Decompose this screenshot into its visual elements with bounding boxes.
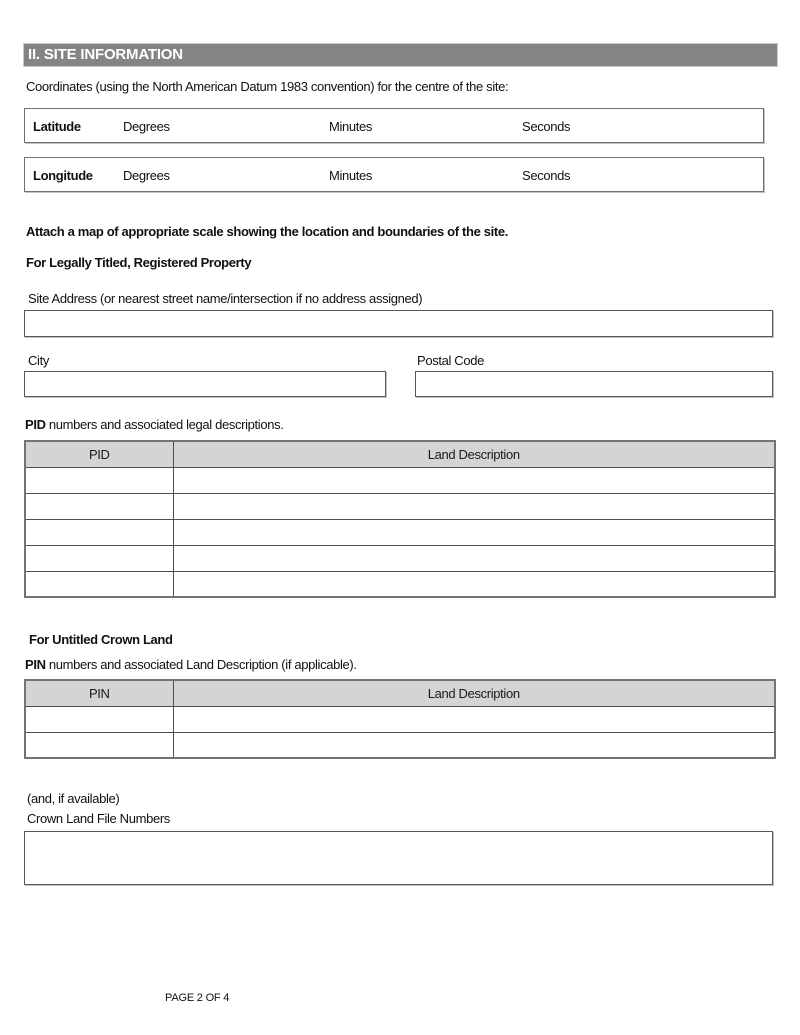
longitude-seconds-label: Seconds <box>522 168 571 183</box>
pid-land-description-cell[interactable] <box>173 545 775 571</box>
pid-land-description-cell[interactable] <box>173 467 775 493</box>
site-address-input[interactable] <box>24 310 773 337</box>
latitude-label: Latitude <box>33 119 81 134</box>
latitude-degrees-label: Degrees <box>123 119 170 134</box>
pid-table <box>24 440 776 598</box>
pid-land-description-cell[interactable] <box>173 493 775 519</box>
table-row <box>25 493 775 519</box>
pid-intro-term: PID <box>25 417 46 432</box>
latitude-seconds-label: Seconds <box>522 119 571 134</box>
pin-land-description-cell[interactable] <box>173 732 775 758</box>
untitled-crown-land-heading: For Untitled Crown Land <box>29 632 173 647</box>
latitude-minutes-label: Minutes <box>329 119 373 134</box>
pid-number-cell[interactable] <box>25 545 173 571</box>
pid-number-cell[interactable] <box>25 519 173 545</box>
pin-intro-rest: numbers and associated Land Description (if applicable). <box>45 657 357 672</box>
pin-number-cell[interactable] <box>25 732 173 758</box>
pid-table-header-row <box>25 441 775 467</box>
city-label: City <box>28 353 49 368</box>
section-title: II. SITE INFORMATION <box>28 46 183 63</box>
pid-column-header: PID <box>25 441 173 467</box>
table-row <box>25 467 775 493</box>
site-address-label: Site Address (or nearest street name/intersection if no address assigned) <box>28 291 423 306</box>
pid-intro <box>25 417 284 432</box>
section-header <box>24 44 777 66</box>
pin-land-description-cell[interactable] <box>173 706 775 732</box>
land-description-column-header: Land Description <box>173 680 775 706</box>
table-row <box>25 571 775 597</box>
longitude-row[interactable] <box>24 157 764 192</box>
longitude-label: Longitude <box>33 168 93 183</box>
pid-number-cell[interactable] <box>25 493 173 519</box>
table-row <box>25 706 775 732</box>
availability-note: (and, if available) <box>27 791 120 806</box>
crown-land-file-numbers-input[interactable] <box>24 831 773 885</box>
pid-intro-rest: numbers and associated legal descriptions. <box>45 417 284 432</box>
legally-titled-heading: For Legally Titled, Registered Property <box>26 255 252 270</box>
pid-land-description-cell[interactable] <box>173 519 775 545</box>
pin-table <box>24 679 776 759</box>
pin-column-header: PIN <box>25 680 173 706</box>
table-row <box>25 519 775 545</box>
pid-land-description-cell[interactable] <box>173 571 775 597</box>
postal-code-input[interactable] <box>415 371 773 397</box>
pin-table-header-row <box>25 680 775 706</box>
page-indicator: PAGE 2 OF 4 <box>165 992 230 1004</box>
coordinates-intro: Coordinates (using the North American Datum 1983 convention) for the centre of the site: <box>26 79 509 94</box>
map-attachment-note: Attach a map of appropriate scale showing the location and boundaries of the site. <box>26 224 508 239</box>
latitude-row[interactable] <box>24 108 764 143</box>
pid-number-cell[interactable] <box>25 467 173 493</box>
land-description-column-header: Land Description <box>173 441 775 467</box>
city-input[interactable] <box>24 371 386 397</box>
pin-intro-term: PIN <box>25 657 46 672</box>
table-row <box>25 732 775 758</box>
longitude-minutes-label: Minutes <box>329 168 373 183</box>
pid-number-cell[interactable] <box>25 571 173 597</box>
pin-intro <box>25 657 357 672</box>
postal-code-label: Postal Code <box>417 353 484 368</box>
crown-land-file-numbers-label: Crown Land File Numbers <box>27 811 170 826</box>
pin-number-cell[interactable] <box>25 706 173 732</box>
table-row <box>25 545 775 571</box>
longitude-degrees-label: Degrees <box>123 168 170 183</box>
